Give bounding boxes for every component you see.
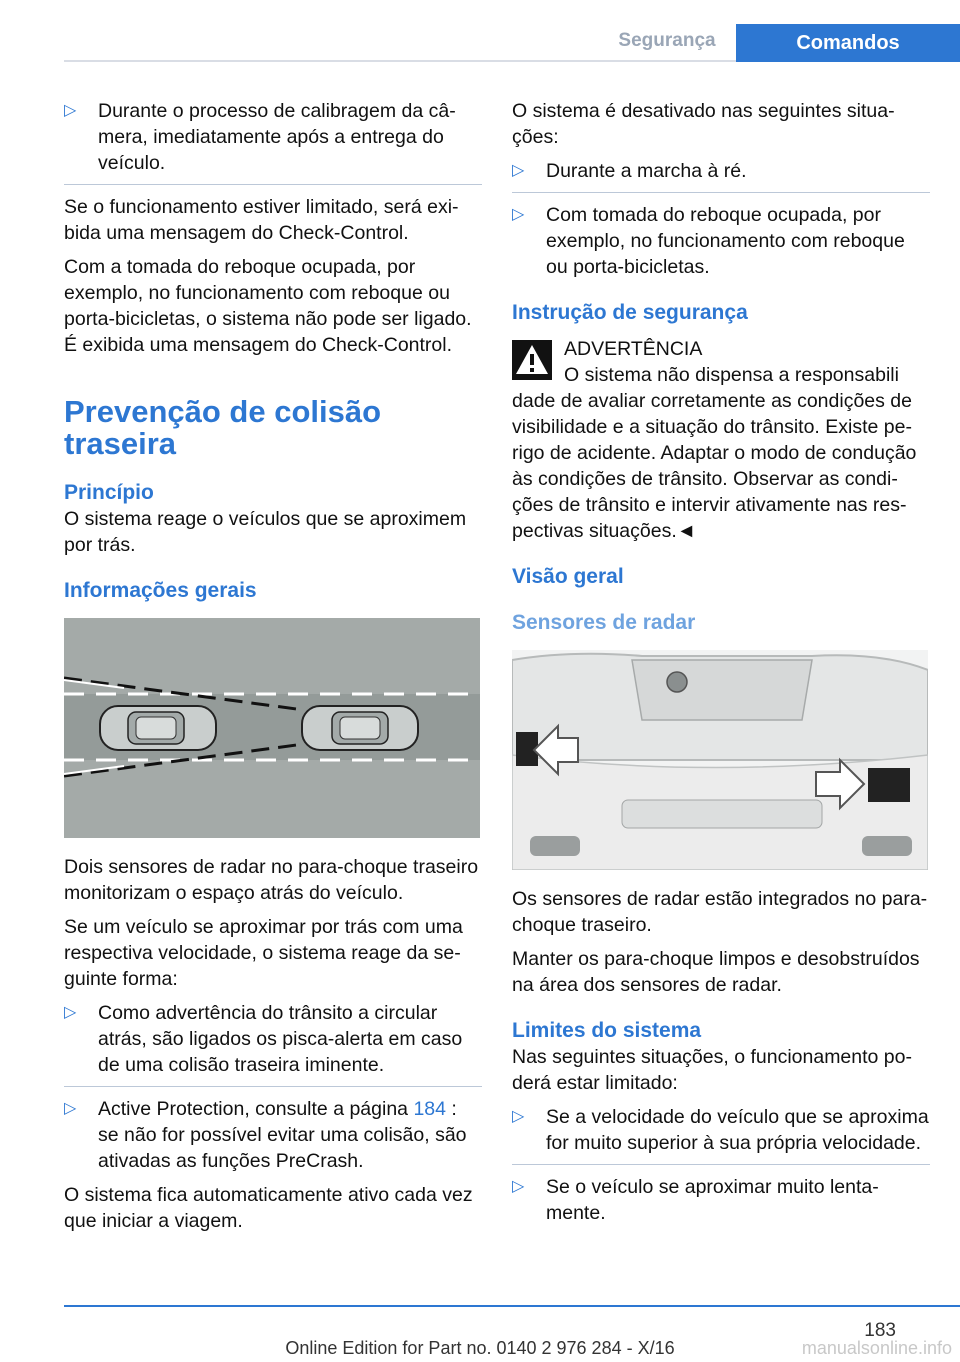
- list-divider: [512, 192, 930, 193]
- subsection-subtitle: Sensores de radar: [512, 611, 696, 634]
- warning-text: dade de avaliar corretamente as condições de visibilidade e a situação do trânsito. Existe perigo de acidente. Adaptar o modo de condução às condições de trânsito. Observar as condições de trânsito e intervir ativamente nas respectivas situações.◄: [512, 390, 917, 542]
- subsection-title: Visão geral: [512, 565, 624, 588]
- list-divider: [64, 1086, 482, 1087]
- list-item: ▷ Com tomada do reboque ocupada, por exemplo, no funcionamento com reboque ou porta-bicicletas.: [512, 204, 905, 278]
- right-column: [512, 98, 930, 1234]
- page-number: 183: [864, 1320, 896, 1341]
- section-title: Prevenção de colisão traseira: [64, 394, 382, 461]
- paragraph: Os sensores de radar estão integrados no para-choque traseiro.: [512, 888, 928, 936]
- list-item: ▷ Se o veículo se aproximar muito lentamente.: [512, 1176, 879, 1224]
- header-chapter-tab[interactable]: Comandos: [736, 24, 960, 62]
- page-header: [0, 0, 960, 62]
- warning-text: O sistema não dispensa a responsabili: [564, 364, 899, 386]
- list-item: ▷ Durante a marcha à ré.: [512, 160, 747, 182]
- paragraph: O sistema fica automaticamente ativo cada vez que iniciar a viagem.: [64, 1184, 473, 1232]
- car-icon: [100, 706, 216, 750]
- radar-sensors-illustration: [512, 650, 928, 870]
- bullet-triangle-icon: ▷: [64, 1004, 77, 1021]
- list-item: ▷ Se a velocidade do veículo que se aproxima for muito superior à sua própria velocidade.: [512, 1106, 929, 1154]
- subsection-title: Princípio: [64, 481, 154, 504]
- list-divider: [64, 184, 482, 185]
- paragraph: Com a tomada do reboque ocupada, por exemplo, no funcionamento com reboque ou porta-bicicletas, o sistema não pode ser ligado. É exibida uma mensagem do Check-Control.: [64, 256, 472, 356]
- list-divider: [512, 1164, 930, 1165]
- paragraph: Se o funcionamento estiver limitado, será exibida uma mensagem do Check-Control.: [64, 196, 459, 244]
- header-section[interactable]: Segurança: [618, 30, 716, 51]
- subsection-title: Instrução de segurança: [512, 301, 748, 324]
- bullet-triangle-icon: ▷: [512, 162, 525, 179]
- page-link[interactable]: 184: [413, 1098, 446, 1120]
- bullet-triangle-icon: ▷: [64, 102, 77, 119]
- car-icon: [302, 706, 418, 750]
- warning-title: ADVERTÊNCIA: [564, 338, 703, 360]
- list-item: ▷ Durante o processo de calibragem da câmera, imediatamente após a entrega do veículo.: [64, 100, 456, 174]
- paragraph: Se um veículo se aproximar por trás com uma respectiva velocidade, o sistema reage da seguinte forma:: [64, 916, 463, 990]
- list-item: ▷ Active Protection, consulte a página 184 : se não for possível evitar uma colisão, são ativadas as funções PreCrash.: [64, 1098, 467, 1172]
- bullet-triangle-icon: ▷: [512, 1108, 525, 1125]
- list-item: ▷ Como advertência do trânsito a circular atrás, são ligados os pisca-alerta em caso de uma colisão traseira iminente.: [64, 1002, 463, 1076]
- paragraph: Nas seguintes situações, o funcionamento poderá estar limitado:: [512, 1046, 912, 1094]
- subsection-title: Limites do sistema: [512, 1019, 702, 1042]
- bullet-triangle-icon: ▷: [64, 1100, 77, 1117]
- warning-icon: [512, 340, 552, 380]
- edition-text: Online Edition for Part no. 0140 2 976 284 - X/16: [285, 1338, 675, 1358]
- subsection-title: Informações gerais: [64, 579, 257, 602]
- paragraph: Dois sensores de radar no para-choque traseiro monitorizam o espaço atrás do veículo.: [64, 856, 479, 904]
- watermark: manualsonline.info: [801, 1338, 952, 1358]
- paragraph: O sistema reage o veículos que se aproximem por trás.: [64, 508, 467, 556]
- bullet-triangle-icon: ▷: [512, 1178, 525, 1195]
- footer-divider: [64, 1305, 960, 1307]
- paragraph: Manter os para-choque limpos e desobstruídos na área dos sensores de radar.: [512, 948, 920, 996]
- bullet-triangle-icon: ▷: [512, 206, 525, 223]
- rear-collision-illustration: [64, 618, 480, 838]
- left-column: [64, 98, 482, 1242]
- end-mark-icon: ◄: [676, 520, 697, 542]
- paragraph: O sistema é desativado nas seguintes situações:: [512, 100, 895, 148]
- warning-box: [512, 336, 930, 544]
